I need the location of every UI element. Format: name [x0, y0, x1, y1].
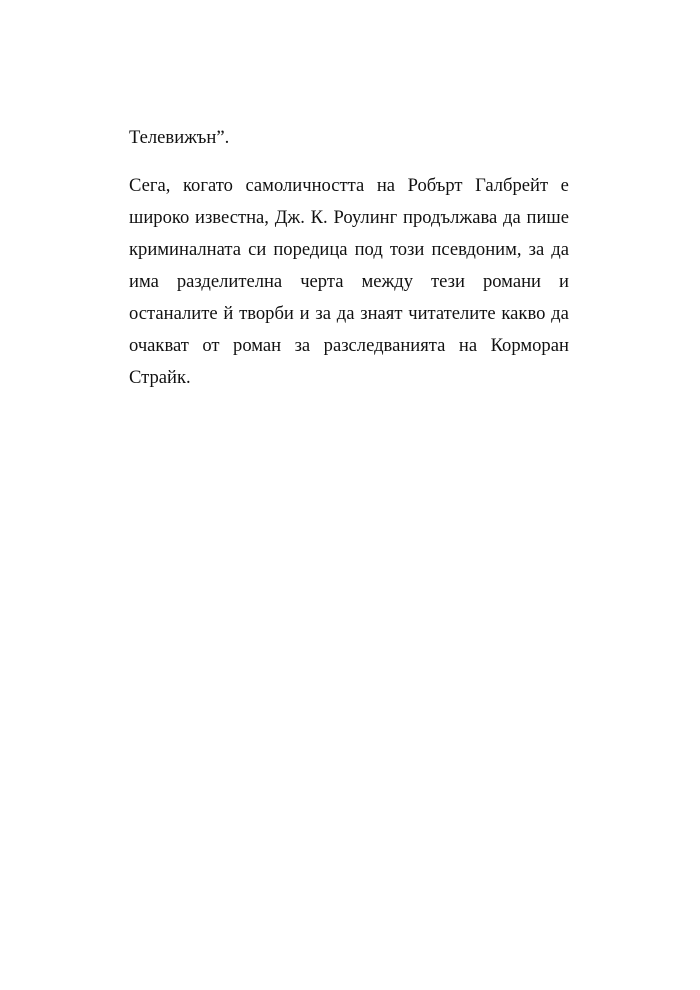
word: криминалната — [129, 239, 241, 260]
paragraph-2-line-6 — [129, 330, 569, 362]
word: знаят — [360, 303, 403, 324]
word: й — [223, 303, 234, 324]
word: разследванията — [323, 335, 446, 356]
word: и — [558, 271, 569, 292]
word: от — [202, 335, 220, 356]
word: поредица — [273, 239, 348, 260]
word: Корморан — [490, 335, 569, 356]
word: читателите — [408, 303, 496, 324]
paragraph-2-line-4 — [129, 266, 569, 298]
word: Роулинг — [333, 207, 398, 228]
word: за — [528, 239, 545, 260]
paragraph-2-line-3 — [129, 234, 569, 266]
paragraph-1-line-1: Телевижън”. — [129, 127, 230, 148]
word: е — [560, 175, 569, 196]
paragraph-gap — [129, 154, 569, 170]
document-body — [129, 122, 569, 394]
word: Робърт — [407, 175, 463, 196]
word: на — [458, 335, 478, 356]
word: продължава — [403, 207, 498, 228]
paragraph-2-line-1 — [129, 170, 569, 202]
paragraph-2-line-5 — [129, 298, 569, 330]
word: да — [503, 207, 521, 228]
word: си — [248, 239, 267, 260]
word: Сега, — [129, 175, 171, 196]
word: останалите — [129, 303, 218, 324]
word: черта — [300, 271, 344, 292]
word: широко — [129, 207, 190, 228]
paragraph-2-line-7: Страйк. — [129, 367, 191, 388]
word: роман — [233, 335, 282, 356]
word: има — [129, 271, 159, 292]
word: за — [294, 335, 311, 356]
word: да — [551, 303, 569, 324]
word: самоличността — [245, 175, 365, 196]
word: под — [354, 239, 383, 260]
word: творби — [239, 303, 294, 324]
word: пише — [526, 207, 569, 228]
word: очакват — [129, 335, 189, 356]
word: за — [315, 303, 331, 324]
word: между — [361, 271, 414, 292]
word: да — [551, 239, 569, 260]
word: и — [299, 303, 310, 324]
word: разделителна — [176, 271, 283, 292]
word: Дж. — [274, 207, 305, 228]
word: К. — [310, 207, 328, 228]
word: псевдоним, — [431, 239, 522, 260]
word: романи — [482, 271, 541, 292]
word: Галбрейт — [475, 175, 549, 196]
word: тези — [431, 271, 465, 292]
word: този — [389, 239, 425, 260]
word: какво — [501, 303, 546, 324]
word: на — [376, 175, 396, 196]
word: известна, — [195, 207, 269, 228]
paragraph-2-line-2 — [129, 202, 569, 234]
word: да — [336, 303, 355, 324]
word: когато — [182, 175, 233, 196]
